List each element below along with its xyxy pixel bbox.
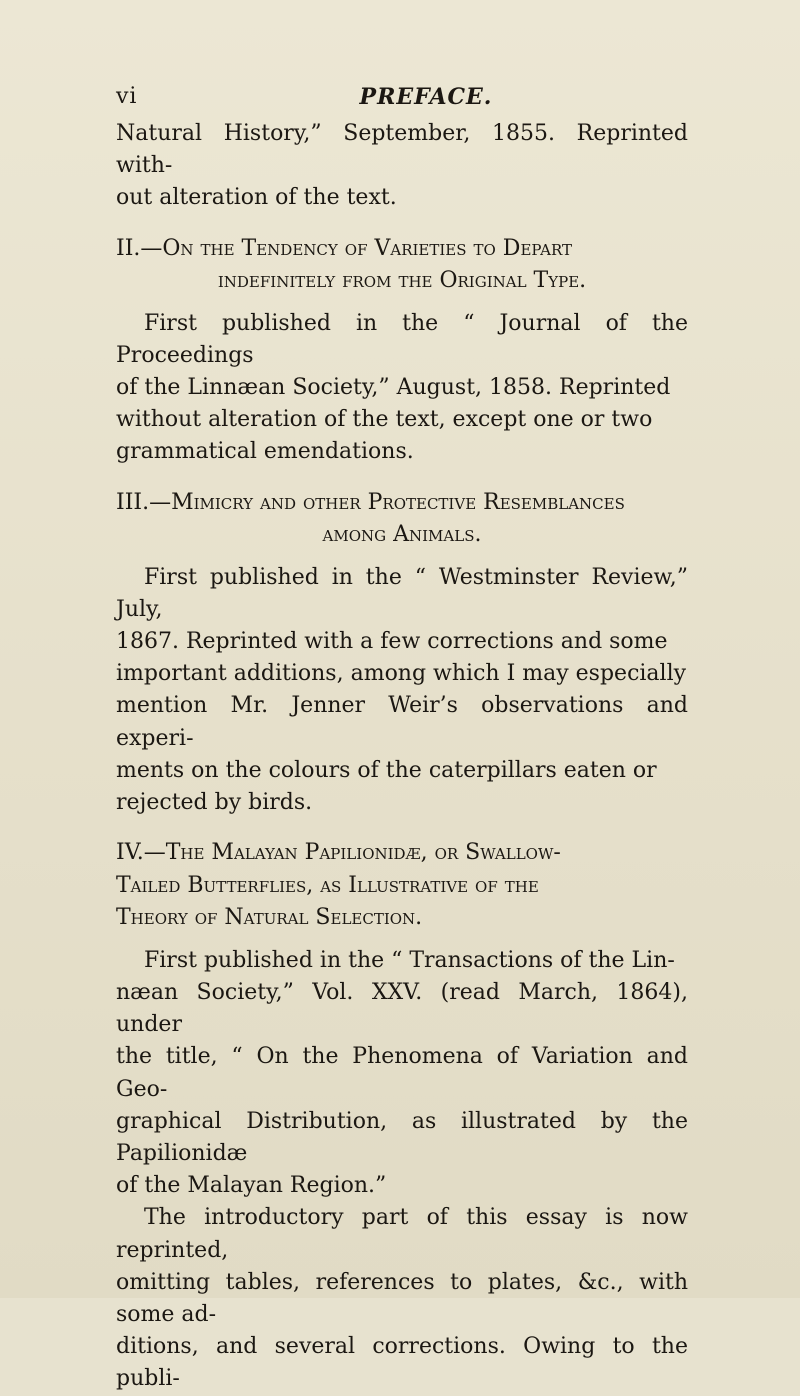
paragraph-line: næan Society,” Vol. XXV. (read March, 1864), under: [116, 979, 688, 1038]
section-title-iii: [116, 487, 688, 552]
paragraph-line: graphical Distribution, as illustrated by the Papilionidæ: [116, 1108, 688, 1166]
section-title-ii: [116, 233, 688, 298]
section-title-line: Tailed Butterflies, as Illustrative of the: [116, 872, 539, 898]
paragraph-line: mention Mr. Jenner Weir’s observations and experi-: [116, 693, 688, 751]
paragraph-line: First published in the “ Westminster Review,” July,: [116, 564, 688, 622]
paragraph-line: First published in the “ Transactions of the Lin-: [144, 947, 675, 973]
section-title-line: II.—On the Tendency of Varieties to Depart: [116, 235, 572, 261]
section-title-line: Theory of Natural Selection.: [116, 905, 423, 931]
paragraph-line: ments on the colours of the caterpillars eaten or: [116, 757, 657, 783]
section-title-line: IV.—The Malayan Papilionidæ, or Swallow-: [116, 840, 561, 866]
paragraph-line: the title, “ On the Phenomena of Variation and Geo-: [116, 1044, 688, 1102]
page-content: [116, 118, 688, 1396]
paragraph-line: of the Malayan Region.”: [116, 1173, 387, 1199]
paragraph-line: rejected by birds.: [116, 790, 313, 816]
paragraph-line: important additions, among which I may especially: [116, 661, 687, 687]
section-title-line: III.—Mimicry and other Protective Resemblances: [116, 489, 625, 515]
section-title-line: indefinitely from the Original Type.: [217, 268, 587, 294]
paragraph-line: grammatical emendations.: [116, 439, 414, 465]
paragraph-line: ditions, and several corrections. Owing to the publi-: [116, 1334, 688, 1392]
paragraph-line: without alteration of the text, except one or two: [116, 407, 653, 433]
paragraph-line: The introductory part of this essay is now reprinted,: [116, 1205, 688, 1263]
paragraph-line: First published in the “ Journal of the Proceedings: [116, 310, 688, 368]
running-head: PREFACE.: [359, 84, 493, 110]
paragraph-line: Natural History,” September, 1855. Reprinted with-: [116, 121, 688, 179]
page-number: vi: [116, 84, 138, 109]
section-title-iv: [116, 837, 688, 935]
paragraph-line: out alteration of the text.: [116, 185, 397, 211]
section-title-line: among Animals.: [322, 522, 482, 548]
paragraph-line: of the Linnæan Society,” August, 1858. Reprinted: [116, 375, 671, 401]
paragraph-line: omitting tables, references to plates, &c., with some ad-: [116, 1269, 688, 1327]
paragraph-line: 1867. Reprinted with a few corrections and some: [116, 629, 668, 655]
page-header: [116, 84, 676, 114]
